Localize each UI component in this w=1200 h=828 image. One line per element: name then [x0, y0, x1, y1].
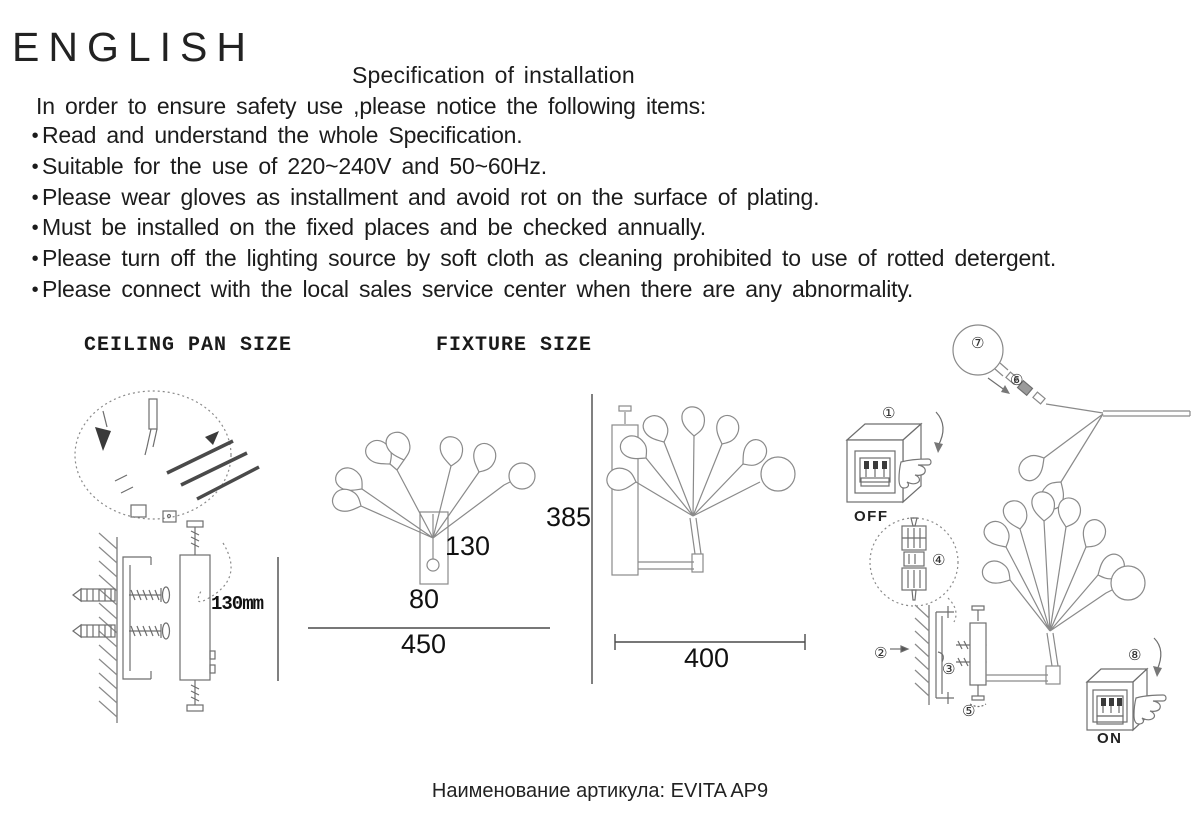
anchor-and-screw-top	[73, 587, 170, 603]
off-label: OFF	[854, 508, 889, 525]
instruction-text: Please connect with the local sales service center when there are any abnormality.	[42, 275, 914, 302]
step-3-marker: ③	[942, 660, 956, 678]
fixture-width-label: 450	[401, 629, 447, 659]
round-bulb	[509, 463, 535, 489]
instruction-text: Must be installed on the fixed places and be checked annually.	[42, 214, 706, 241]
bullet-marker: •	[31, 217, 39, 240]
ceiling-plate-height-label: 130mm	[211, 593, 264, 615]
step-6-marker: ⑥	[1010, 371, 1024, 389]
language-title: ENGLISH	[12, 24, 255, 70]
round-bulb	[1111, 566, 1145, 600]
round-bulb	[761, 457, 795, 491]
instruction-item	[28, 275, 1056, 306]
instruction-list	[28, 121, 1056, 306]
section-title-ceiling-pan: CEILING PAN SIZE	[84, 334, 293, 357]
instruction-item	[28, 121, 1056, 152]
bullet-marker: •	[31, 125, 39, 147]
bullet-marker: •	[31, 248, 39, 271]
step-5-marker: ⑤	[962, 702, 976, 720]
stem-ball	[427, 559, 439, 571]
intro-line: In order to ensure safety use ,please notice the following items:	[36, 93, 707, 119]
terminal-block	[902, 518, 926, 600]
backplate-width-label: 80	[409, 584, 440, 614]
instruction-item	[28, 213, 1056, 244]
step-2-marker: ②	[874, 644, 888, 662]
instruction-text: Read and understand the whole Specification.	[42, 122, 523, 148]
mounting-plate	[970, 606, 986, 707]
instruction-text: Please wear gloves as installment and avoid rot on the surface of plating.	[42, 183, 820, 210]
fixture-depth-label: 400	[684, 643, 730, 673]
section-title-fixture: FIXTURE SIZE	[436, 334, 593, 357]
bullet-marker: •	[31, 155, 39, 178]
bullet-marker: •	[31, 278, 39, 301]
anchor-and-screw-bottom	[73, 623, 170, 639]
instruction-item	[28, 152, 1056, 183]
instruction-item	[28, 183, 1056, 214]
instruction-text: Please turn off the lighting source by soft cloth as cleaning prohibited to use of rotted detergent.	[42, 245, 1057, 272]
bullet-marker: •	[31, 186, 39, 209]
step-4-marker: ④	[932, 551, 946, 569]
installation-drawing	[860, 490, 1200, 775]
flip-arrow	[1154, 638, 1161, 670]
mounting-plate	[180, 521, 215, 711]
pointing-hand	[1134, 695, 1166, 724]
fixture-height-label: 385	[546, 502, 592, 532]
instruction-text: Suitable for the use of 220~240V and 50~60Hz.	[42, 152, 547, 179]
instruction-item	[28, 244, 1056, 275]
step-8-marker: ⑧	[1128, 646, 1142, 664]
wall	[99, 533, 117, 723]
page-title: Specification of installation	[352, 62, 635, 88]
wall	[915, 605, 929, 705]
article-name: Наименование артикула: EVITA AP9	[431, 780, 769, 802]
pointing-hand	[899, 459, 931, 488]
branches	[636, 436, 760, 516]
ceiling-pan-drawing	[55, 385, 305, 725]
wall-bracket	[936, 606, 954, 704]
backplate-height-label: 130	[445, 531, 491, 561]
hardware-sketch	[95, 399, 259, 522]
step-7-marker: ⑦	[971, 334, 985, 352]
wall-bracket	[123, 557, 151, 679]
on-label: ON	[1097, 730, 1123, 747]
callout-tail	[948, 598, 956, 622]
branch-arm	[1044, 411, 1190, 482]
step-1-marker: ①	[882, 404, 896, 422]
